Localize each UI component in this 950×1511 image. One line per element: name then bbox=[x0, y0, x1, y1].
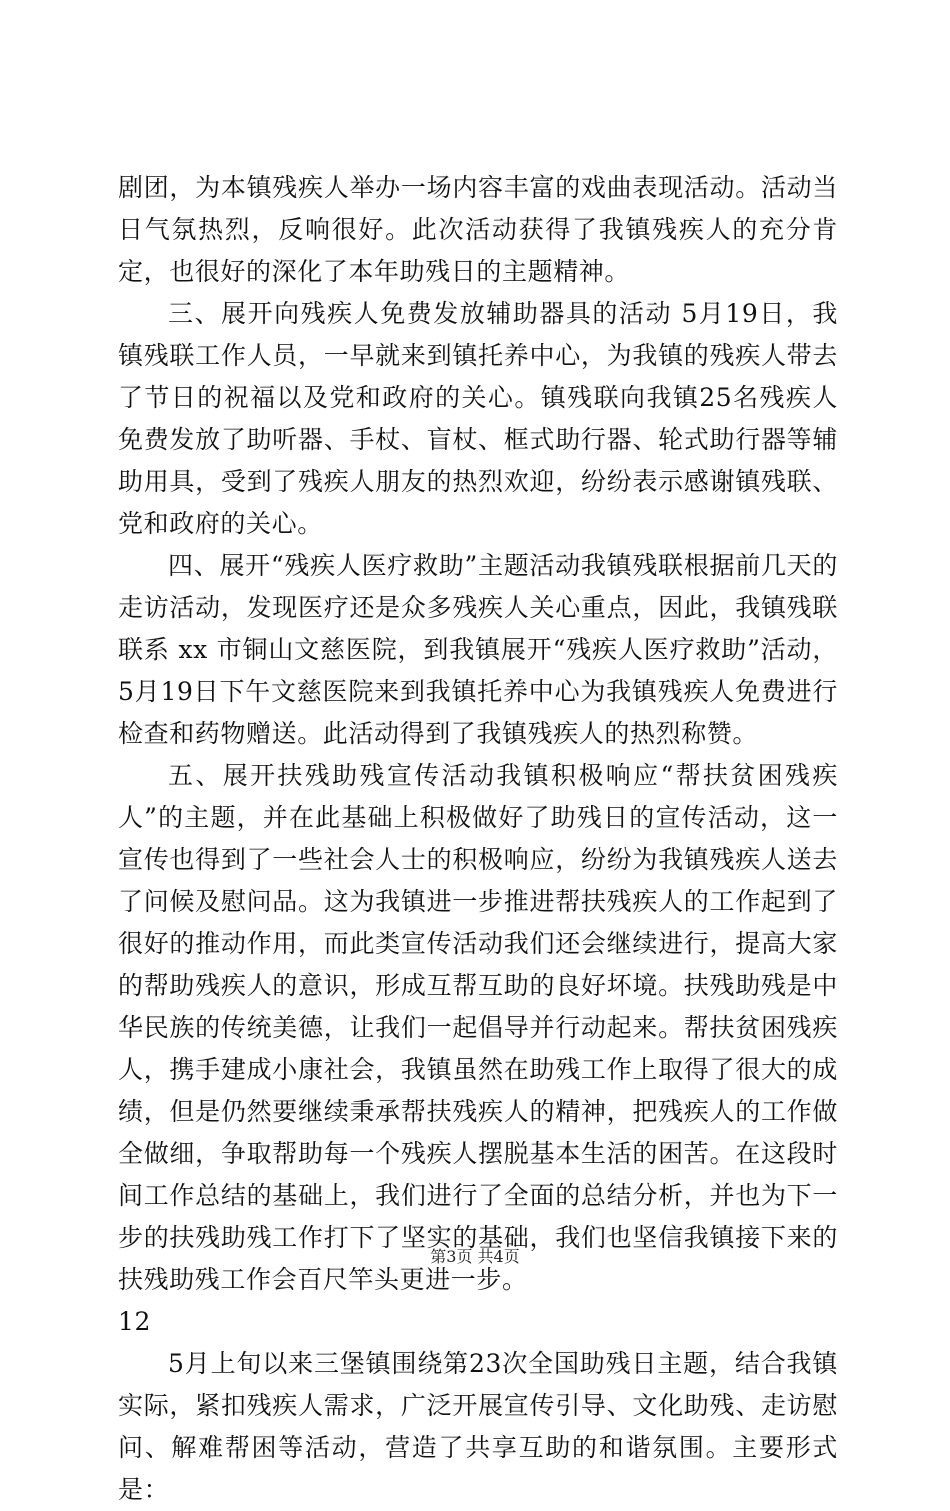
paragraph-intro-summary: 5月上旬以来三堡镇围绕第23次全国助残日主题，结合我镇实际，紧扣残疾人需求，广泛开展宣传引导、文化助残、走访慰问、解难帮困等活动，营造了共享互助的和谐氛围。主要形式是： bbox=[118, 1349, 838, 1504]
document-body bbox=[118, 167, 838, 1511]
paragraph-section-five: 五、展开扶残助残宣传活动我镇积极响应“帮扶贫困残疾人”的主题，并在此基础上积极做好了助残日的宣传活动，这一宣传也得到了一些社会人士的积极响应，纷纷为我镇残疾人送去了问候及慰问品。这为我镇进一步推进帮扶残疾人的工作起到了很好的推动作用，而此类宣传活动我们还会继续进行，提高大家的帮助残疾人的意识，形成互帮互助的良好坏境。扶残助残是中华民族的传统美德，让我们一起倡导并行动起来。帮扶贫困残疾人，携手建成小康社会，我镇虽然在助残工作上取得了很大的成绩，但是仍然要继续秉承帮扶残疾人的精神，把残疾人的工作做全做细，争取帮助每一个残疾人摆脱基本生活的困苦。在这段时间工作总结的基础上，我们进行了全面的总结分析，并也为下一步的扶残助残工作打下了坚实的基础，我们也坚信我镇接下来的扶残助残工作会百尺竿头更进一步。 bbox=[118, 761, 838, 1294]
paragraph-continuation: 剧团，为本镇残疾人举办一场内容丰富的戏曲表现活动。活动当日气氛热烈，反响很好。此次活动获得了我镇残疾人的充分肯定，也很好的深化了本年助残日的主题精神。 bbox=[118, 173, 838, 286]
paragraph-number-marker: 12 bbox=[118, 1307, 152, 1336]
paragraph-section-four: 四、展开“残疾人医疗救助”主题活动我镇残联根据前几天的走访活动，发现医疗还是众多残疾人关心重点，因此，我镇残联联系 xx 市铜山文慈医院，到我镇展开“残疾人医疗救助”活动，5月19日下午文慈医院来到我镇托养中心为我镇残疾人免费进行检查和药物赠送。此活动得到了我镇残疾人的热烈称赞。 bbox=[118, 551, 838, 748]
page-footer: 第3页 共4页 bbox=[430, 1247, 520, 1266]
paragraph-section-three: 三、展开向残疾人免费发放辅助器具的活动 5月19日，我镇残联工作人员，一早就来到镇托养中心，为我镇的残疾人带去了节日的祝福以及党和政府的关心。镇残联向我镇25名残疾人免费发放了助听器、手杖、盲杖、框式助行器、轮式助行器等辅助用具，受到了残疾人朋友的热烈欢迎，纷纷表示感谢镇残联、党和政府的关心。 bbox=[118, 299, 838, 538]
